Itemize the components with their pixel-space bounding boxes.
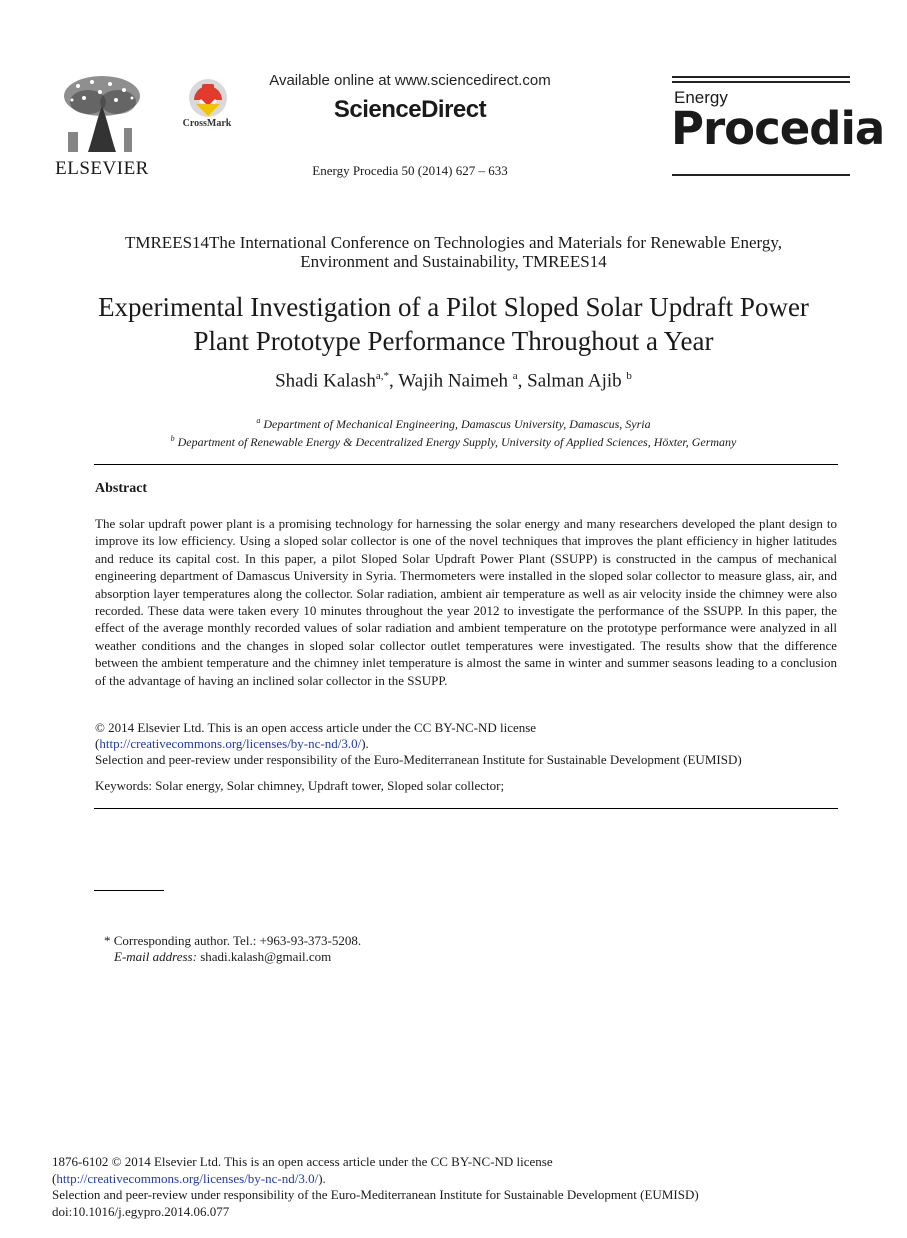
journal-logo-rule-bottom: [672, 174, 850, 176]
email-line: [104, 949, 361, 965]
available-online: Available online at www.sciencedirect.com: [269, 72, 551, 89]
bottom-license-link[interactable]: http://creativecommons.org/licenses/by-nc-nd/3.0/: [56, 1170, 319, 1186]
abstract-heading: Abstract: [95, 481, 148, 496]
conference-line-2: Environment and Sustainability, TMREES14: [300, 252, 607, 271]
doi[interactable]: doi:10.1016/j.egypro.2014.06.077: [52, 1203, 230, 1219]
paren-open: (: [95, 736, 100, 751]
author-sup: b: [626, 370, 632, 382]
title-line-2: Plant Prototype Performance Throughout a Year: [193, 326, 714, 356]
affiliation-sup: a: [256, 416, 261, 425]
email-label: E-mail address:: [114, 949, 197, 964]
elsevier-logo: [52, 72, 152, 177]
paren-close: ).: [361, 736, 369, 751]
issn-license: 1876-6102 © 2014 Elsevier Ltd. This is an open access article under the CC BY-NC-ND license: [52, 1154, 553, 1169]
keywords-text: Solar energy, Solar chimney, Updraft tower, Sloped solar collector;: [152, 778, 505, 793]
keywords-label: Keywords:: [95, 778, 153, 793]
bottom-link-line: [52, 1171, 852, 1188]
crossmark-label: CrossMark: [182, 118, 232, 129]
footnote-rule: [94, 890, 164, 891]
elsevier-tree-icon: [58, 72, 146, 156]
author-list: [60, 370, 847, 392]
conference-line-1: TMREES14The International Conference on Technologies and Materials for Renewable Energy,: [124, 233, 783, 252]
author-name: Salman Ajib: [527, 370, 627, 392]
affiliation-sup: b: [170, 434, 175, 443]
bottom-peer-review: Selection and peer-review under responsibility of the Euro-Mediterranean Institute for Sustainable Development (EUMISD): [52, 1187, 699, 1202]
keywords: [95, 778, 837, 794]
email[interactable]: shadi.kalash@gmail.com: [196, 949, 332, 964]
divider: [94, 464, 838, 465]
author-sep: ,: [389, 370, 399, 392]
affiliation-text: Department of Mechanical Engineering, Damascus University, Damascus, Syria: [263, 417, 651, 431]
corresponding-author: * Corresponding author. Tel.: +963-93-373-5208.: [104, 933, 362, 948]
author-sep: ,: [517, 370, 528, 392]
divider: [94, 808, 838, 809]
abstract-text: The solar updraft power plant is a promising technology for harnessing the solar energy and many researchers developed the plant design to improve its low efficiency. Using a sloped solar collector is one of the novel techniques that improves the plant efficiency in higher latitudes and reduce its capital cost. In this paper, a pilot Sloped Solar Updraft Power Plant (SSUPP) is constructed in the campus of mechanical engineering department of Damascus University in Syria. Thermometers were installed in the sloped solar collector to measure glass, air, and absorption layer temperatures along the collector. Solar radiation, ambient air temperature as well as air velocity inside the chimney were also recorded. These data were taken every 10 minutes throughout the year 2012 to investigate the performance of the SSUPP. In this paper, the effect of the average monthly recorded values of solar radiation and ambient temperature on the prototype performance were analyzed in all weather conditions and the changes in sloped solar collector outlet temperatures were investigated. The results show that the difference between the ambient temperature and the chimney inlet temperature is almost the same in winter and summer seasons leading to a conclusion of the advantage of having an inclined solar collector in the SSUPP.: [95, 516, 837, 688]
author-name: Shadi Kalash: [275, 370, 376, 392]
affiliation: [60, 416, 847, 432]
affiliation-text: Department of Renewable Energy & Decentralized Energy Supply, University of Applied Sciences, Höxter, Germany: [177, 435, 737, 449]
license-link[interactable]: http://creativecommons.org/licenses/by-nc-nd/3.0/: [99, 736, 362, 751]
journal-logo-rule-top: [672, 76, 850, 86]
journal-reference: Energy Procedia 50 (2014) 627 – 633: [312, 163, 508, 178]
license-block: [95, 720, 837, 768]
bottom-copyright: [52, 1154, 852, 1220]
journal-logo-small: Energy: [674, 88, 728, 107]
paren-open: (: [52, 1170, 57, 1186]
author-name: Wajih Naimeh: [398, 370, 513, 392]
sciencedirect-logo: ScienceDirect: [333, 96, 487, 123]
journal-logo-big: Procedia: [671, 102, 885, 155]
paper-title: [60, 290, 847, 358]
author-sup: a: [512, 370, 518, 382]
conference-name: [60, 233, 847, 271]
title-line-1: Experimental Investigation of a Pilot Sloped Solar Updraft Power: [98, 292, 809, 322]
paren-close: ).: [318, 1170, 326, 1186]
author-sup: a,*: [375, 370, 390, 382]
publisher-name: ELSEVIER: [55, 158, 149, 179]
license-link-line: [95, 736, 837, 752]
peer-review-line: Selection and peer-review under responsibility of the Euro-Mediterranean Institute for Sustainable Development (EUMISD): [95, 752, 742, 767]
footnote: [104, 933, 361, 965]
affiliation: [60, 434, 847, 450]
license-line: © 2014 Elsevier Ltd. This is an open access article under the CC BY-NC-ND license: [95, 720, 537, 735]
